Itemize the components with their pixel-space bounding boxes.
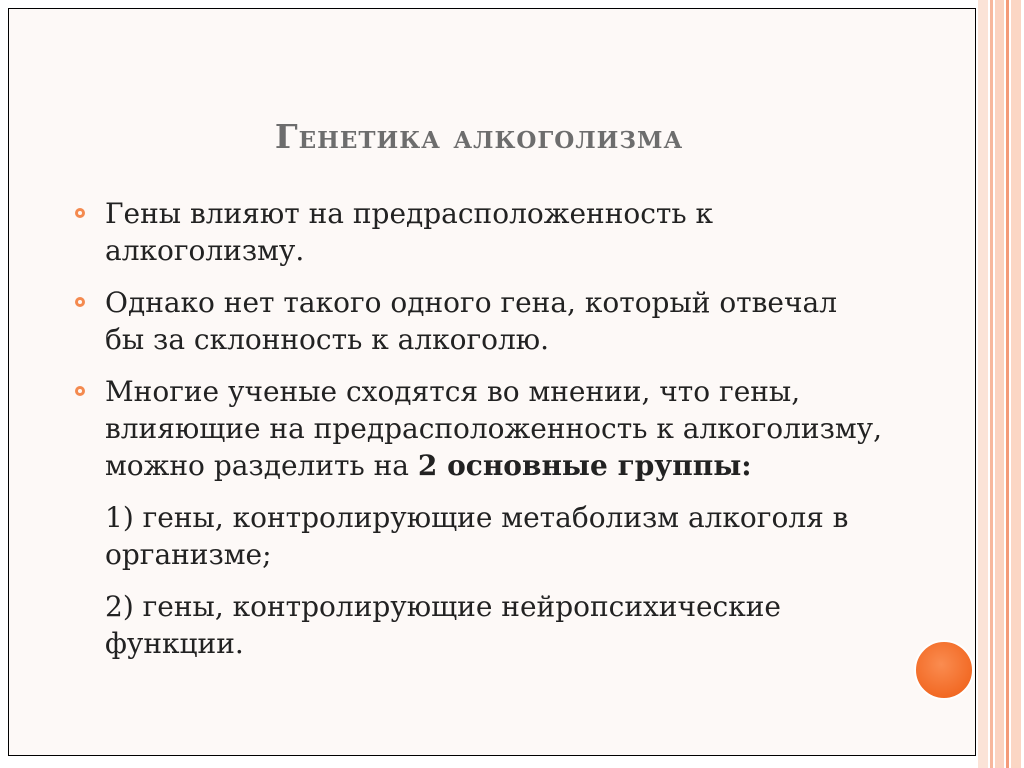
slide-title: Генетика алкоголизма bbox=[274, 117, 684, 156]
decorative-stripe bbox=[995, 0, 1004, 768]
bullet-text: Гены влияют на предрасположенность к алкоголизму. bbox=[105, 197, 714, 267]
slide-frame bbox=[8, 8, 976, 756]
sub-item: 1) гены, контролирующие метаболизм алкоголя в организме; bbox=[105, 501, 849, 571]
bullet-circle-icon bbox=[73, 373, 105, 410]
bullet-text bbox=[105, 373, 883, 484]
decorative-stripe bbox=[990, 0, 993, 768]
sub-item: 2) гены, контролирующие нейропсихические функции. bbox=[105, 590, 781, 660]
decorative-stripe bbox=[1011, 0, 1021, 768]
bullet-circle-icon bbox=[73, 284, 105, 321]
bullet-text: Однако нет такого одного гена, который отвечал бы за склонность к алкоголю. bbox=[105, 286, 837, 356]
bullet-circle-icon bbox=[73, 195, 105, 232]
bullet-item bbox=[73, 284, 883, 358]
decorative-stripe bbox=[978, 0, 988, 768]
slide-content bbox=[73, 195, 883, 677]
bullet-text-regular: Многие ученые сходятся во мнении, что гены, влияющие на предрасположенность к алкоголизму, можно разделить на bbox=[105, 375, 882, 482]
bullet-item bbox=[73, 195, 883, 269]
bullet-text-bold: 2 основные группы: bbox=[417, 449, 752, 482]
decorative-circle-icon bbox=[914, 640, 974, 700]
decorative-stripe bbox=[1006, 0, 1009, 768]
bullet-item bbox=[73, 373, 883, 484]
